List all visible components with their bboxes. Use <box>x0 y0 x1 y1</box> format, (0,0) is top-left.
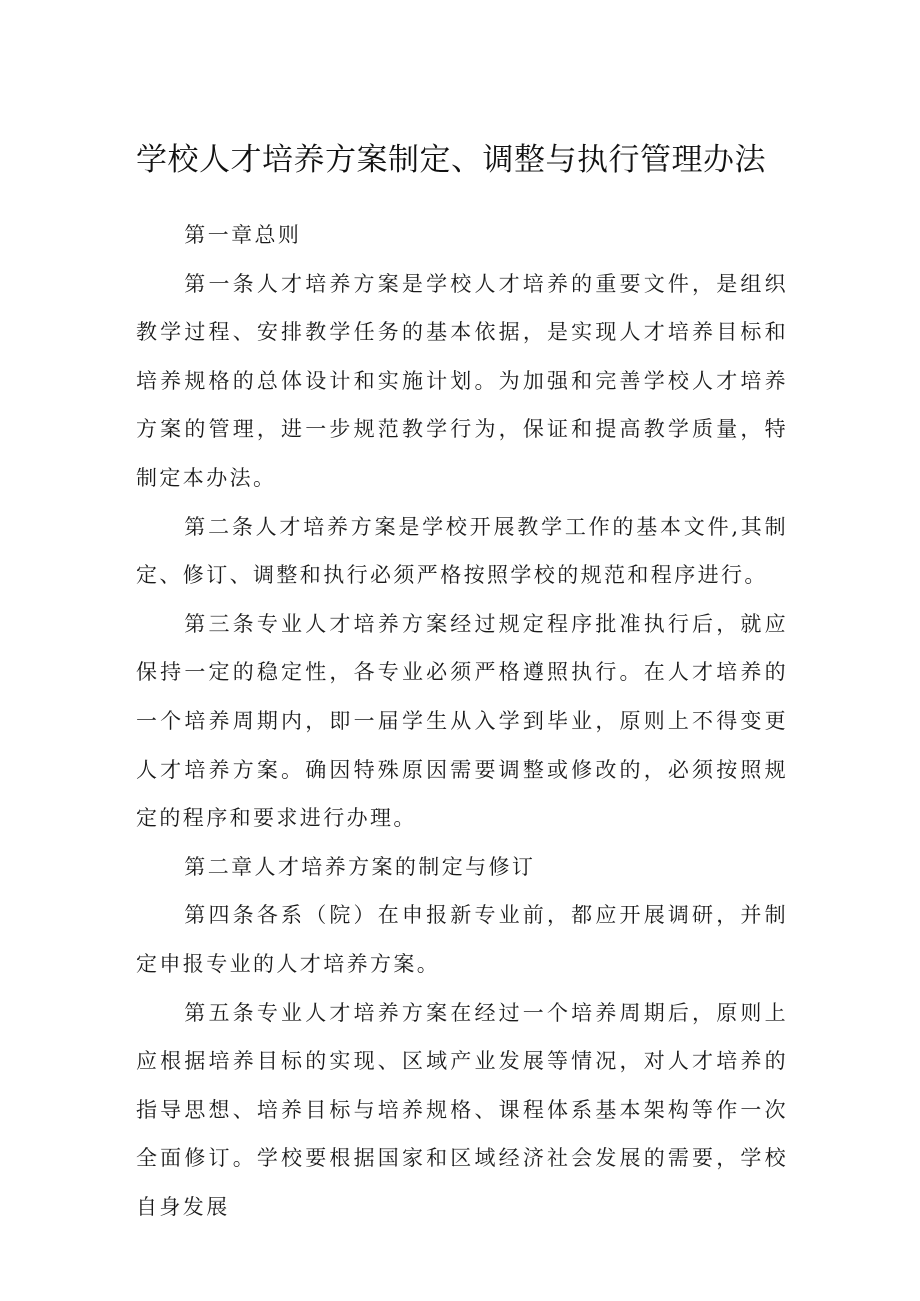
article-2: 第二条人才培养方案是学校开展教学工作的基本文件,其制定、修订、调整和执行必须严格按照学校的规范和程序进行。 <box>136 514 788 588</box>
document-title: 学校人才培养方案制定、调整与执行管理办法 <box>136 142 766 178</box>
article-1: 第一条人才培养方案是学校人才培养的重要文件，是组织教学过程、安排教学任务的基本依据，是实现人才培养目标和培养规格的总体设计和实施计划。为加强和完善学校人才培养方案的管理，进一步规范教学行为，保证和提高教学质量，特制定本办法。 <box>136 271 788 490</box>
document-body <box>136 211 788 1231</box>
chapter-heading-1: 第一章总则 <box>184 223 302 247</box>
article-5: 第五条专业人才培养方案在经过一个培养周期后，原则上应根据培养目标的实现、区域产业发展等情况，对人才培养的指导思想、培养目标与培养规格、课程体系基本架构等作一次全面修订。学校要根据国家和区域经济社会发展的需要，学校自身发展 <box>136 1000 788 1219</box>
article-3: 第三条专业人才培养方案经过规定程序批准执行后，就应保持一定的稳定性，各专业必须严格遵照执行。在人才培养的一个培养周期内，即一届学生从入学到毕业，原则上不得变更人才培养方案。确因特殊原因需要调整或修改的，必须按照规定的程序和要求进行办理。 <box>136 611 788 831</box>
chapter-heading-2: 第二章人才培养方案的制定与修订 <box>184 854 536 879</box>
article-4: 第四条各系（院）在申报新专业前，都应开展调研，并制定申报专业的人才培养方案。 <box>136 903 788 976</box>
